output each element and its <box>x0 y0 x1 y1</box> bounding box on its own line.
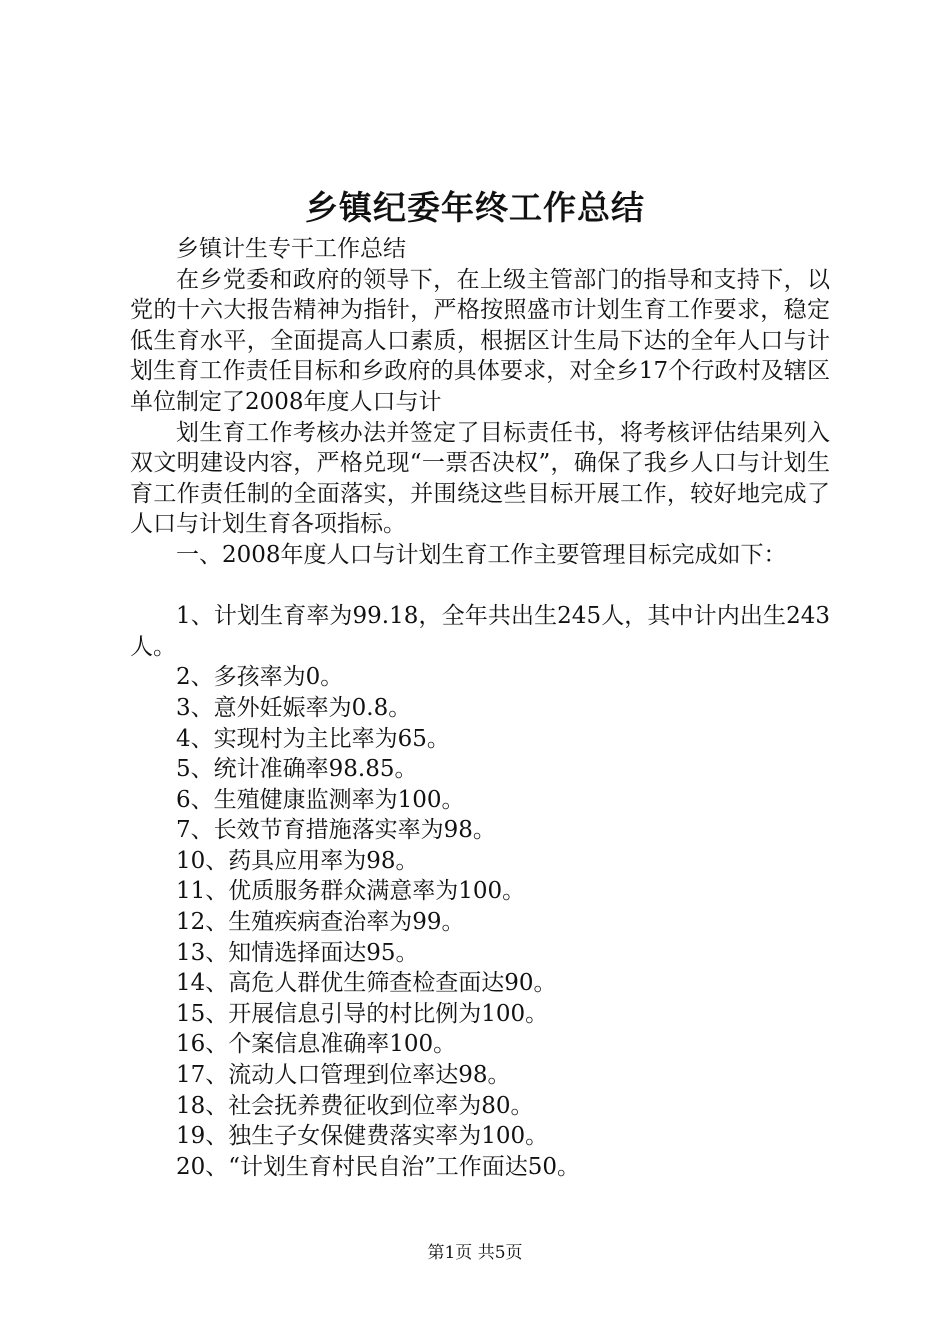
page-number: 第1页 共5页 <box>427 1243 523 1263</box>
paragraph: 划生育工作考核办法并签定了目标责任书，将考核评估结果列入双文明建设内容，严格兑现“一票否决权”，确保了我乡人口与计划生育工作责任制的全面落实，并围绕这些目标开展工作，较好地完成了人口与计划生育各项指标。 <box>130 419 830 538</box>
list-item: 3、意外妊娠率为0.8。 <box>176 694 412 721</box>
list-item: 20、“计划生育村民自治”工作面达50。 <box>176 1153 581 1180</box>
list-item: 17、流动人口管理到位率达98。 <box>176 1062 511 1089</box>
list-item: 10、药具应用率为98。 <box>176 847 419 874</box>
list-item: 6、生殖健康监测率为100。 <box>176 786 465 813</box>
section-heading: 一、2008年度人口与计划生育工作主要管理目标完成如下： <box>176 541 787 568</box>
list-item: 13、知情选择面达95。 <box>176 939 419 966</box>
list-item: 16、个案信息准确率100。 <box>176 1031 457 1058</box>
paragraph: 在乡党委和政府的领导下，在上级主管部门的指导和支持下，以党的十六大报告精神为指针，严格按照盛市计划生育工作要求，稳定低生育水平，全面提高人口素质，根据区计生局下达的全年人口与计划生育工作责任目标和乡政府的具体要求，对全乡17个行政村及辖区单位制定了2008年度人口与计 <box>130 266 830 415</box>
list-item: 1、计划生育率为99.18，全年共出生245人，其中计内出生243人。 <box>130 603 830 660</box>
list-item: 12、生殖疾病查治率为99。 <box>176 909 465 936</box>
list-item: 2、多孩率为0。 <box>176 664 344 691</box>
list-item: 15、开展信息引导的村比例为100。 <box>176 1000 549 1027</box>
list-item: 7、长效节育措施落实率为98。 <box>176 817 496 844</box>
list-item: 18、社会抚养费征收到位率为80。 <box>176 1092 534 1119</box>
list-item: 4、实现村为主比率为65。 <box>176 725 450 752</box>
document-title: 乡镇纪委年终工作总结 <box>305 188 645 227</box>
list-item: 19、独生子女保健费落实率为100。 <box>176 1123 549 1150</box>
subtitle: 乡镇计生专干工作总结 <box>176 236 406 262</box>
list-item: 14、高危人群优生筛查检查面达90。 <box>176 970 557 997</box>
page-footer <box>0 1242 950 1264</box>
list-item: 5、统计准确率98.85。 <box>176 756 418 783</box>
blank-line <box>130 571 830 602</box>
list-item: 11、优质服务群众满意率为100。 <box>176 878 526 905</box>
document-body <box>130 234 830 1182</box>
